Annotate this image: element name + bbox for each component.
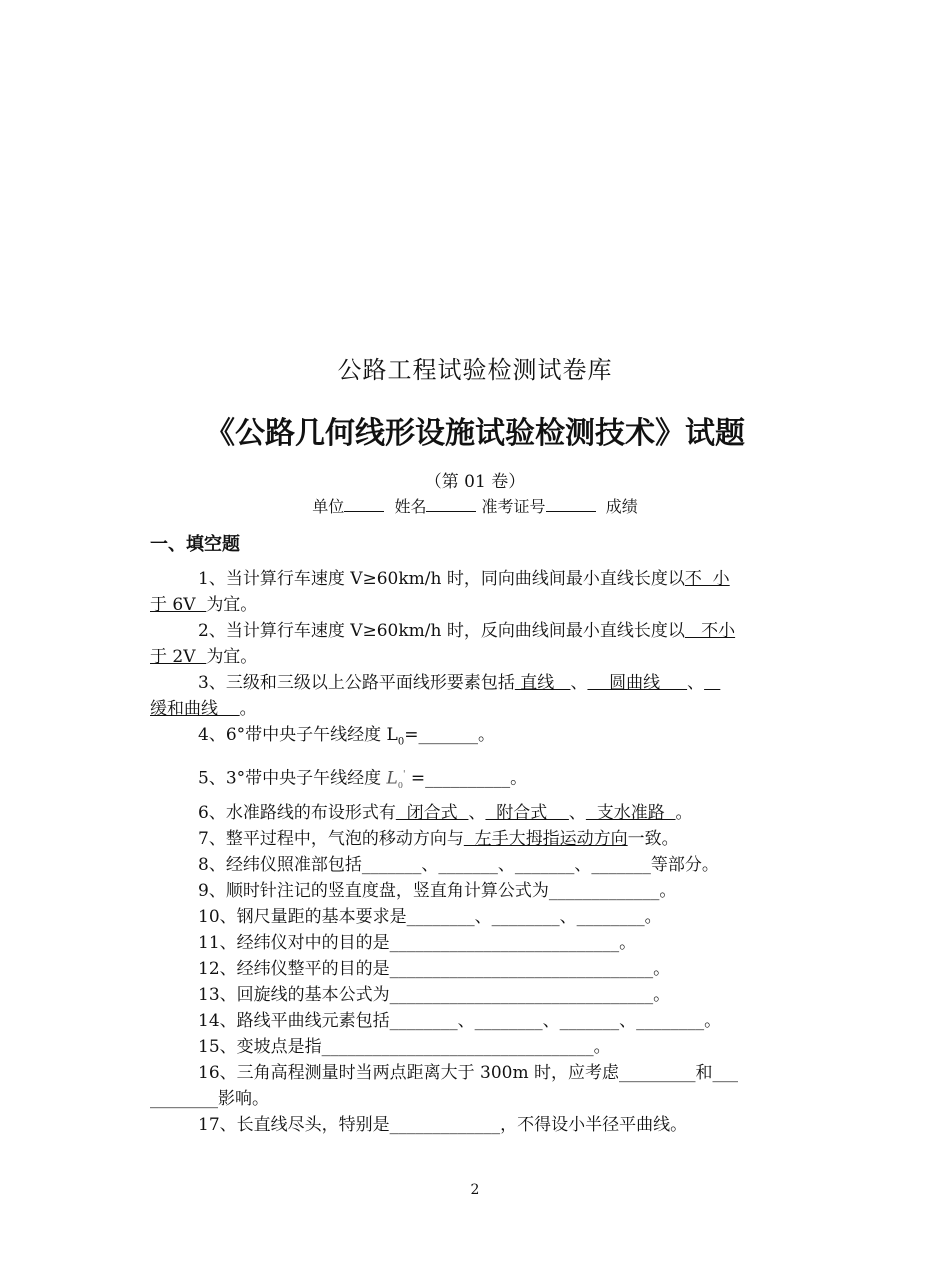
- answer-1a: 不 小: [684, 569, 730, 589]
- question-17: 17、长直线尽头，特别是_____________，不得设小半径平曲线。: [198, 1115, 688, 1135]
- answer-3c: 缓和曲线: [150, 699, 240, 719]
- question-16: 16、三角高程测量时当两点距离大于 300m 时，应考虑_________和___ ________影响。: [150, 1063, 739, 1109]
- answer-3b: 圆曲线: [587, 673, 688, 693]
- question-3: 3、三级和三级以上公路平面线形要素包括 直线 、 圆曲线 、 缓和曲线 。: [150, 673, 705, 719]
- question-4: 4、6°带中央子午线经度 $L_0=\_\_\_\_\_\_\_$。: [198, 725, 495, 748]
- answer-2b: 于 2V: [150, 647, 207, 667]
- exam-title: 《公路几何线形设施试验检测技术》试题: [205, 416, 745, 451]
- question-1: 1、当计算行车速度 V≥60km/h 时，同向曲线间最小直线长度以不 小 于 6V 为宜。: [150, 569, 730, 615]
- volume-label: （第 01 卷）: [424, 472, 526, 492]
- answer-1b: 于 6V: [150, 595, 207, 615]
- question-10: 10、钢尺量距的基本要求是________、________、________。: [198, 907, 662, 927]
- question-11: 11、经纬仪对中的目的是___________________________。: [198, 933, 637, 953]
- candidate-info-row: [0, 494, 950, 517]
- question-9: 9、顺时针注记的竖直度盘，竖直角计算公式为_____________。: [198, 881, 677, 901]
- name-blank: [426, 497, 476, 512]
- answer-6b: 附合式: [485, 803, 569, 823]
- section-title-fill-in: 一、填空题: [150, 534, 240, 555]
- question-7: 7、整平过程中，气泡的移动方向与 左手大拇指运动方向一致。: [198, 829, 679, 849]
- question-5: 5、3°带中央子午线经度 $L_0'$ =__________。: [198, 768, 528, 791]
- answer-6a: 闭合式: [395, 803, 469, 823]
- name-label: 姓名: [394, 497, 427, 516]
- question-bank-title: 公路工程试验检测试卷库: [337, 356, 613, 384]
- question-12: 12、经纬仪整平的目的是_______________________________。: [198, 959, 671, 979]
- answer-3a: 直线: [514, 673, 571, 693]
- id-label: 准考证号: [481, 497, 546, 516]
- score-label: 成绩: [605, 497, 638, 516]
- question-8: 8、经纬仪照准部包括_______、_______、_______、_______等部分。: [198, 855, 719, 875]
- longitude-symbol: L: [386, 768, 398, 789]
- page-number: 2: [470, 1182, 480, 1198]
- answer-6c: 支水准路: [585, 803, 676, 823]
- question-15: 15、变坡点是指________________________________。: [198, 1037, 611, 1057]
- question-14: 14、路线平曲线元素包括________、________、_______、________。: [198, 1011, 722, 1031]
- unit-label: 单位: [312, 497, 345, 516]
- question-13: 13、回旋线的基本公式为_______________________________。: [198, 985, 671, 1005]
- question-6: 6、水准路线的布设形式有 闭合式 、 附合式 、 支水准路 。: [198, 803, 693, 823]
- answer-7: 左手大拇指运动方向: [463, 829, 628, 849]
- id-blank: [546, 497, 596, 512]
- unit-blank: [344, 497, 384, 512]
- question-2: 2、当计算行车速度 V≥60km/h 时，反向曲线间最小直线长度以 不小 于 2V 为宜。: [150, 621, 736, 667]
- answer-2a: 不小: [684, 621, 736, 641]
